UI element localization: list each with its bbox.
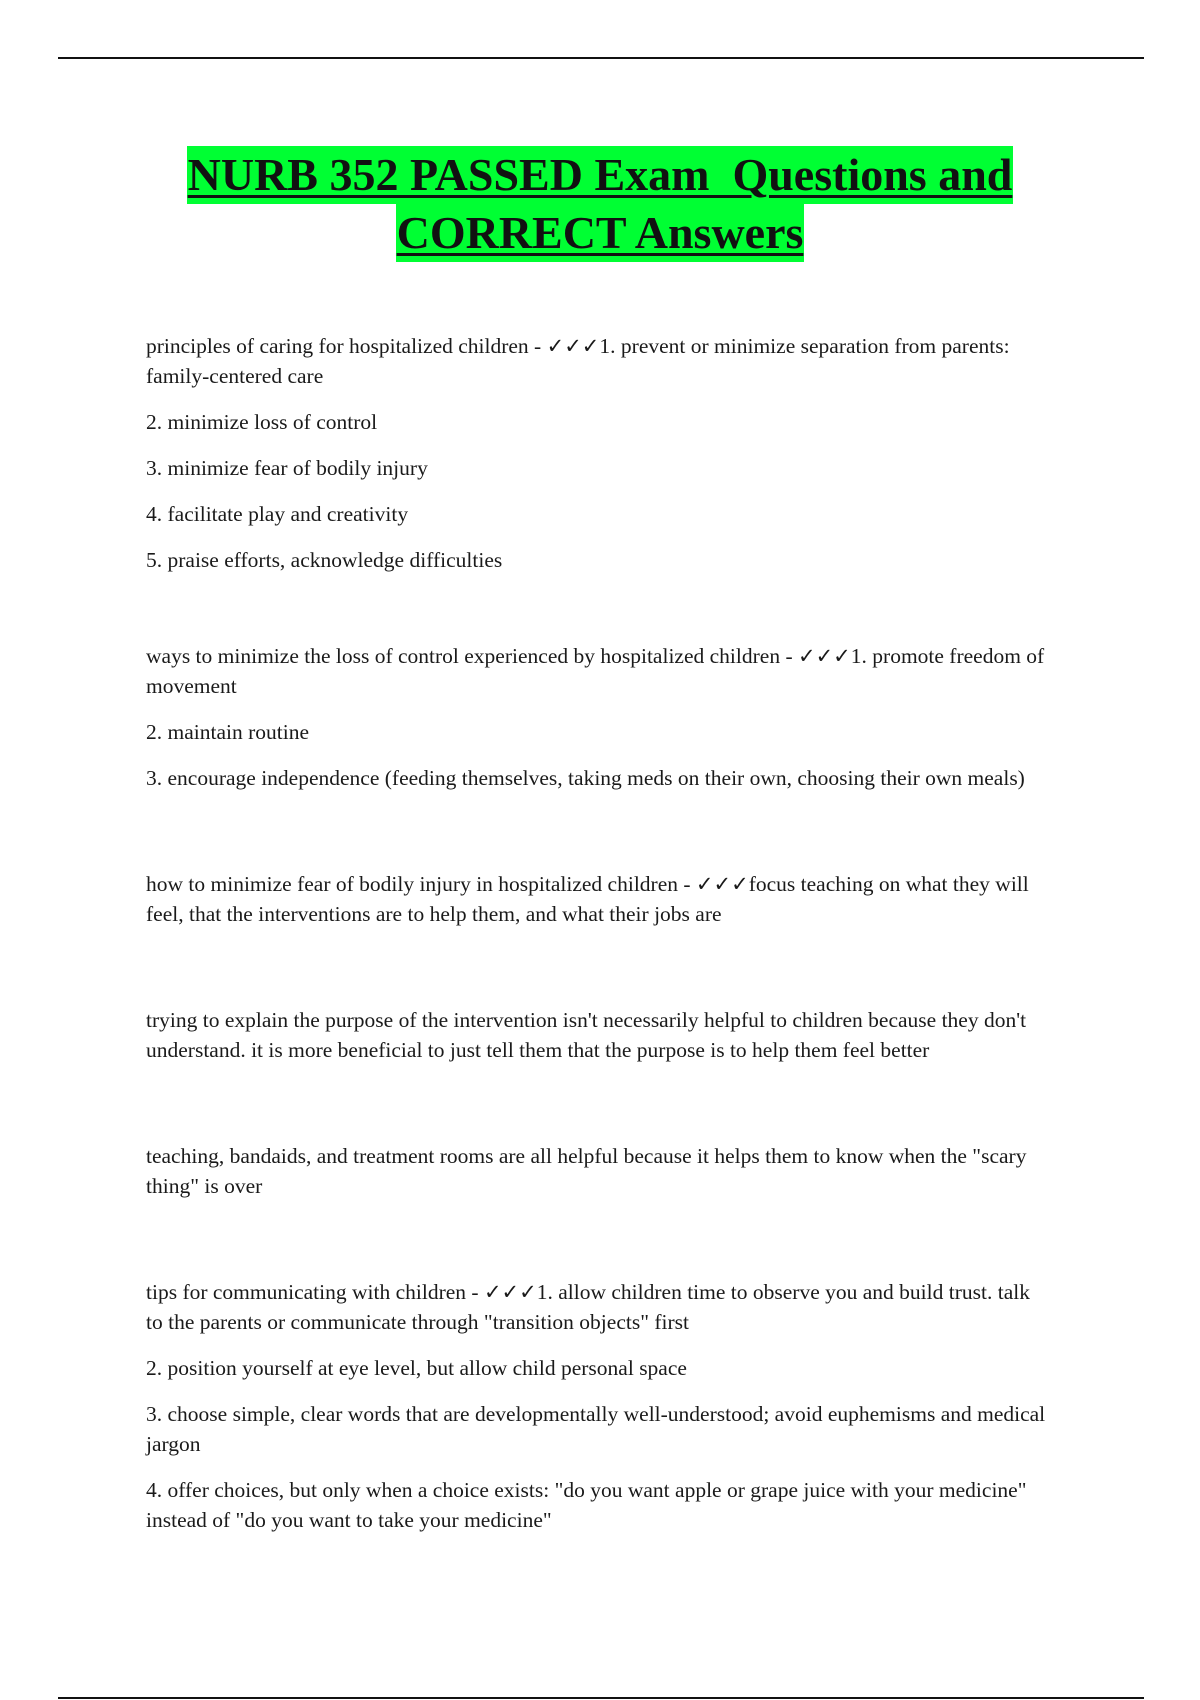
question-principles-of-caring [146,331,1046,391]
check-mark-icon: ✓✓✓ [695,872,749,896]
section-spacer [146,809,1046,869]
check-mark-icon: ✓✓✓ [483,1280,537,1304]
question-text: ways to minimize the loss of control experienced by hospitalized children - [146,644,798,668]
list-item: 4. facilitate play and creativity [146,502,409,526]
answer-text: focus teaching on what they will feel, that the interventions are to help them, and what their jobs are [146,872,1029,926]
document-body [146,331,1046,1551]
list-item: 2. minimize loss of control [146,410,378,434]
check-mark-icon: ✓✓✓ [546,334,600,358]
top-rule [58,57,1144,59]
list-item: 5. praise efforts, acknowledge difficulties [146,548,503,572]
list-item: 2. position yourself at eye level, but allow child personal space [146,1356,687,1380]
answer-text: 1. allow children time to observe you and build trust. talk to the parents or communicate through "transition objects" first [146,1280,1030,1334]
paragraph-teaching-bandaids: teaching, bandaids, and treatment rooms are all helpful because it helps them to know when the "scary thing" is over [146,1144,1027,1198]
bottom-rule [58,1697,1144,1699]
paragraph-explain-purpose: trying to explain the purpose of the intervention isn't necessarily helpful to children because they don't understand. it is more beneficial to just tell them that the purpose is to help them feel better [146,1008,1027,1062]
question-text: tips for communicating with children - [146,1280,484,1304]
list-item: 4. offer choices, but only when a choice exists: "do you want apple or grape juice with your medicine" instead of "do you want to take your medicine" [146,1478,1027,1532]
question-text: principles of caring for hospitalized children - [146,334,547,358]
section-spacer [146,591,1046,641]
list-item: 2. maintain routine [146,720,310,744]
section-spacer [146,1081,1046,1141]
question-text: how to minimize fear of bodily injury in hospitalized children - [146,872,696,896]
list-item: 3. choose simple, clear words that are developmentally well-understood; avoid euphemisms and medical jargon [146,1402,1046,1456]
section-spacer [146,945,1046,1005]
question-fear-of-bodily-injury [146,869,1046,929]
list-item: 3. encourage independence (feeding themselves, taking meds on their own, choosing their own meals) [146,766,1025,790]
title-line-2: CORRECT Answers [396,204,805,262]
section-spacer [146,1217,1046,1277]
check-mark-icon: ✓✓✓ [797,644,851,668]
document-title [0,146,1200,262]
list-item: 3. minimize fear of bodily injury [146,456,428,480]
answer-text: 1. promote freedom of movement [146,644,1045,698]
question-communicating-with-children [146,1277,1046,1337]
question-loss-of-control [146,641,1046,701]
title-line-1: NURB 352 PASSED Exam Questions and [187,146,1014,204]
answer-text: 1. prevent or minimize separation from parents: family-centered care [146,334,1010,388]
